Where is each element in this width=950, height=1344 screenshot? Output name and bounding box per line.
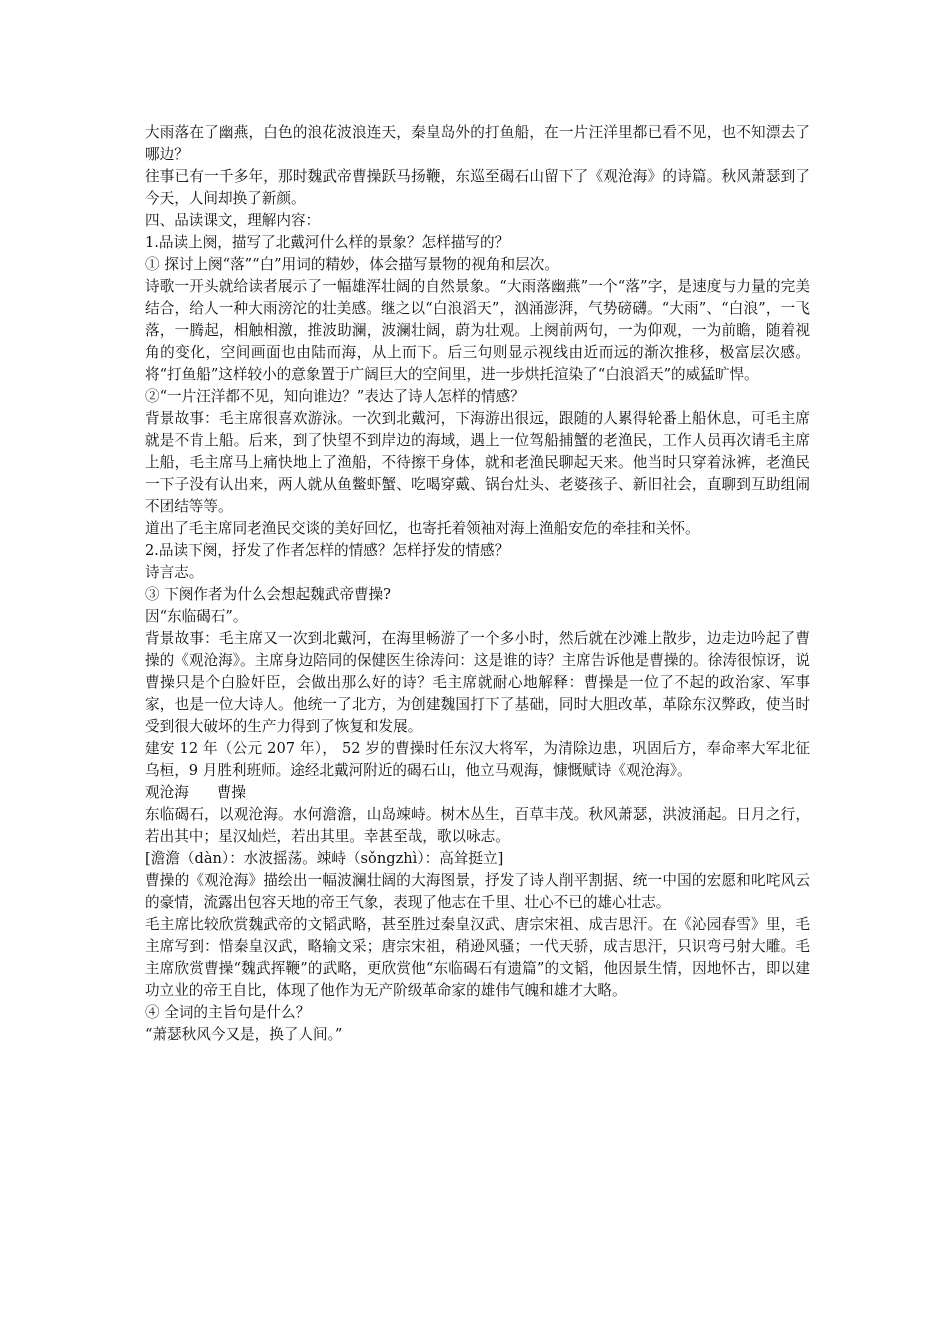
- paragraph-short-2: 因“东临碣石”。: [145, 608, 248, 625]
- paragraph-1: 大雨落在了幽燕，白色的浪花波浪连天，秦皇岛外的打鱼船，在一片汪洋里都已看不见，也不知漂去了哪边？: [145, 124, 810, 163]
- document-page: [145, 122, 810, 1046]
- paragraph-short-1: 诗言志。: [145, 564, 204, 581]
- poem-text: 东临碣石，以观沧海。水何澹澹，山岛竦峙。树木丛生，百草丰茂。秋风萧瑟，洪波涌起。日月之行，若出其中；星汉灿烂，若出其里。幸甚至哉，歌以咏志。: [145, 806, 810, 845]
- subquestion-3: ③ 下阕作者为什么会想起魏武帝曹操?: [145, 586, 391, 603]
- paragraph-mao-comment: 毛主席比较欣赏魏武帝的文韬武略，甚至胜过秦皇汉武、唐宗宋祖、成吉思汗。在《沁园春雪》里，毛主席写到：惜秦皇汉武，略输文采；唐宗宋祖，稍逊风骚；一代天骄，成吉思汗，只识弯弓射大雕。毛主席欣赏曹操“魏武挥鞭”的武略，更欣赏他“东临碣石有遗篇”的文韬，他因景生情，因地怀古，即以建功立业的帝王自比，体现了他作为无产阶级革命家的雄伟气魄和雄才大略。: [145, 916, 810, 999]
- question-2: 2.品读下阕，抒发了作者怎样的情感？怎样抒发的情感？: [145, 542, 510, 559]
- paragraph-2: 往事已有一千多年，那时魏武帝曹操跃马扬鞭，东巡至碣石山留下了《观沧海》的诗篇。秋风萧瑟到了今天，人间却换了新颜。: [145, 168, 810, 207]
- paragraph-history: 建安 12 年（公元 207 年）， 52 岁的曹操时任东汉大将军，为清除边患，巩固后方，奉命率大军北征乌桓，9 月胜利班师。途经北戴河附近的碣石山，他立马观海，慷慨赋诗《观沧海》。: [145, 740, 810, 779]
- poem-author: 曹操: [216, 784, 246, 801]
- poem-title: 观沧海: [145, 784, 189, 801]
- paragraph-conclusion-1: 道出了毛主席同老渔民交谈的美好回忆，也寄托着领袖对海上渔船安危的牵挂和关怀。: [145, 520, 700, 537]
- paragraph-poem-analysis: 曹操的《观沧海》描绘出一幅波澜壮阔的大海图景，抒发了诗人削平割据、统一中国的宏愿和叱咤风云的豪情，流露出包容天地的帝王气象，表现了他志在千里、壮心不已的雄心壮志。: [145, 872, 810, 911]
- section-heading-4: 四、品读课文，理解内容：: [145, 212, 321, 229]
- poem-notes: [澹澹（dàn）：水波摇荡。竦峙（sǒngzhì）：高耸挺立]: [145, 850, 504, 867]
- paragraph-story-2: 背景故事：毛主席又一次到北戴河，在海里畅游了一个多小时，然后就在沙滩上散步，边走边吟起了曹操的《观沧海》。主席身边陪同的保健医生徐涛问：这是谁的诗？主席告诉他是曹操的。徐涛很惊讶，说曹操只是个白脸奸臣，会做出那么好的诗？毛主席就耐心地解释：曹操是一位了不起的政治家、军事家，也是一位大诗人。他统一了北方，为创建魏国打下了基础，同时大胆改革，革除东汉弊政，使当时受到很大破坏的生产力得到了恢复和发展。: [145, 630, 810, 735]
- paragraph-story-1: 背景故事：毛主席很喜欢游泳。一次到北戴河，下海游出很远，跟随的人累得轮番上船休息，可毛主席就是不肯上船。后来，到了快望不到岸边的海域，遇上一位驾船捕蟹的老渔民，工作人员再次请毛主席上船，毛主席马上痛快地上了渔船，不待擦干身体，就和老渔民聊起天来。他当时只穿着泳裤，老渔民一下子没有认出来，两人就从鱼鳖虾蟹、吃喝穿戴、锅台灶头、老婆孩子、新旧社会，直聊到互助组闹不团结等等。: [145, 410, 810, 515]
- subquestion-4: ④ 全词的主旨句是什么？: [145, 1004, 311, 1021]
- question-1: 1.品读上阕，描写了北戴河什么样的景象？怎样描写的？: [145, 234, 510, 251]
- paragraph-analysis: 诗歌一开头就给读者展示了一幅雄浑壮阔的自然景象。“大雨落幽燕”一个“落”字，是速度与力量的完美结合，给人一种大雨滂沱的壮美感。继之以“白浪滔天”，汹涌澎湃，气势磅礴。“大雨”、“白浪”，一飞落，一腾起，相触相激，推波助澜，波澜壮阔，蔚为壮观。上阕前两句，一为仰观，一为前瞻，随着视角的变化，空间画面也由陆而海，从上而下。后三句则显示视线由近而远的渐次推移，极富层次感。将“打鱼船”这样较小的意象置于广阔巨大的空间里，进一步烘托渲染了“白浪滔天”的威猛旷悍。: [145, 278, 810, 383]
- subquestion-2: ②“一片汪洋都不见，知向谁边？”表达了诗人怎样的情感？: [145, 388, 525, 405]
- subquestion-1: ① 探讨上阕“落”“白”用词的精妙，体会描写景物的视角和层次。: [145, 256, 559, 273]
- poem-heading: [145, 782, 810, 804]
- theme-sentence: “萧瑟秋风今又是，换了人间。”: [145, 1026, 343, 1043]
